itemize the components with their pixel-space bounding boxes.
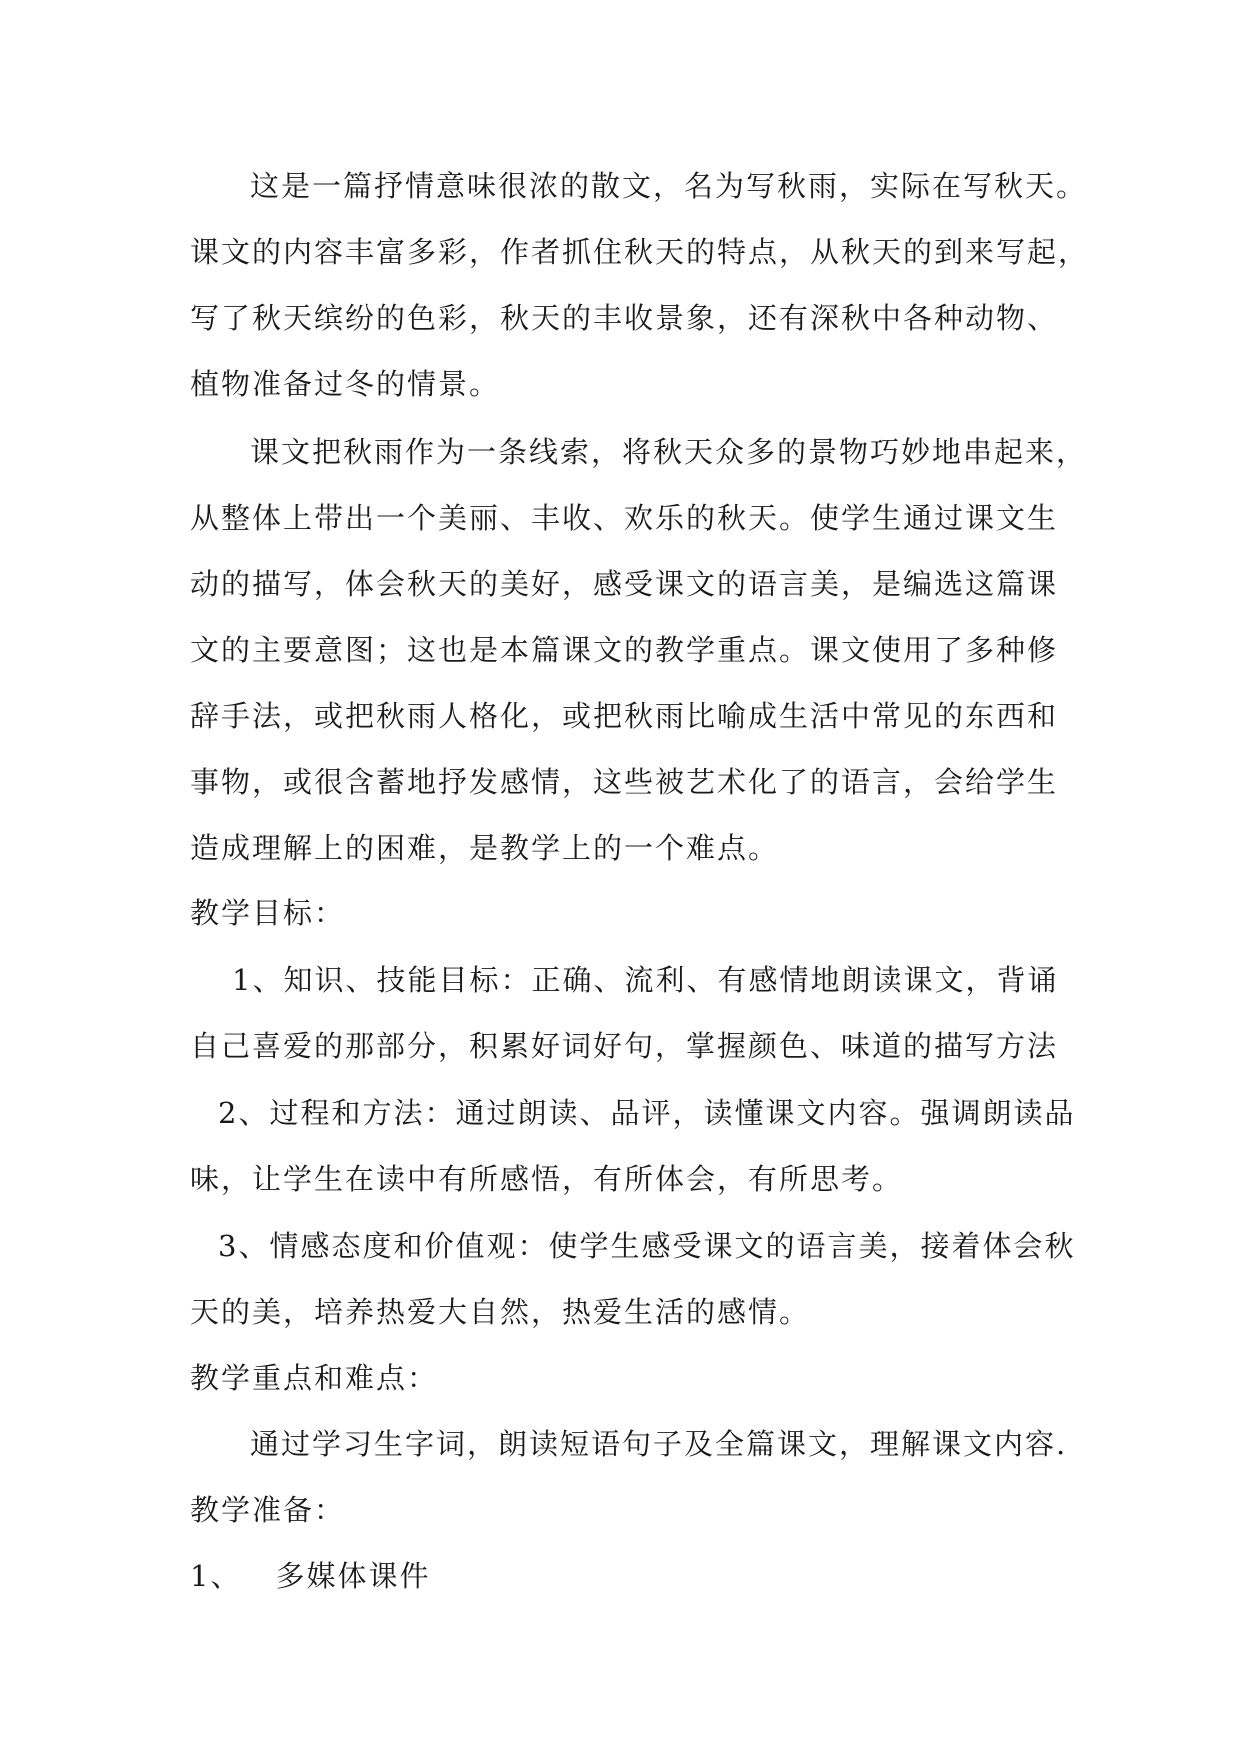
- goal-2-line-2: 味，让学生在读中有所感悟，有所体会，有所思考。: [190, 1162, 904, 1196]
- analysis-line-1: 课文把秋雨作为一条线索，将秋天众多的景物巧妙地串起来，: [250, 435, 1088, 469]
- analysis-line-2: 从整体上带出一个美丽、丰收、欢乐的秋天。使学生通过课文生: [190, 501, 1059, 535]
- intro-line-3: 写了秋天缤纷的色彩，秋天的丰收景象，还有深秋中各种动物、: [190, 301, 1059, 335]
- intro-line-1: 这是一篇抒情意味很浓的散文，名为写秋雨，实际在写秋天。: [250, 169, 1088, 203]
- goal-3-line-2: 天的美，培养热爱大自然，热爱生活的感情。: [190, 1295, 811, 1329]
- preparation-item-1: [190, 1556, 430, 1596]
- analysis-line-4: 文的主要意图；这也是本篇课文的教学重点。课文使用了多种修: [190, 633, 1059, 667]
- goals-heading: 教学目标：: [190, 896, 346, 930]
- analysis-line-3: 动的描写，体会秋天的美好，感受课文的语言美，是编选这篇课: [190, 567, 1059, 601]
- goal-3-line-1: 3、情感态度和价值观：使学生感受课文的语言美，接着体会秋: [218, 1229, 1076, 1263]
- preparation-heading: 教学准备：: [190, 1493, 346, 1527]
- key-points-text: 通过学习生字词，朗读短语句子及全篇课文，理解课文内容.: [250, 1427, 1068, 1461]
- analysis-line-7: 造成理解上的困难，是教学上的一个难点。: [190, 831, 780, 865]
- analysis-line-5: 辞手法，或把秋雨人格化，或把秋雨比喻成生活中常见的东西和: [190, 699, 1059, 733]
- preparation-item-number: 1、: [190, 1559, 242, 1593]
- goal-2-line-1: 2、过程和方法：通过朗读、品评，读懂课文内容。强调朗读品: [218, 1096, 1076, 1130]
- preparation-item-text: 多媒体课件: [275, 1559, 431, 1593]
- intro-line-2: 课文的内容丰富多彩，作者抓住秋天的特点，从秋天的到来写起，: [190, 235, 1090, 269]
- goal-1-line-2: 自己喜爱的那部分，积累好词好句，掌握颜色、味道的描写方法: [190, 1029, 1059, 1063]
- analysis-line-6: 事物，或很含蓄地抒发感情，这些被艺术化了的语言，会给学生: [190, 765, 1059, 799]
- intro-line-4: 植物准备过冬的情景。: [190, 367, 501, 401]
- key-points-heading: 教学重点和难点：: [190, 1361, 439, 1395]
- goal-1-line-1: 1、知识、技能目标：正确、流利、有感情地朗读课文，背诵: [232, 963, 1059, 997]
